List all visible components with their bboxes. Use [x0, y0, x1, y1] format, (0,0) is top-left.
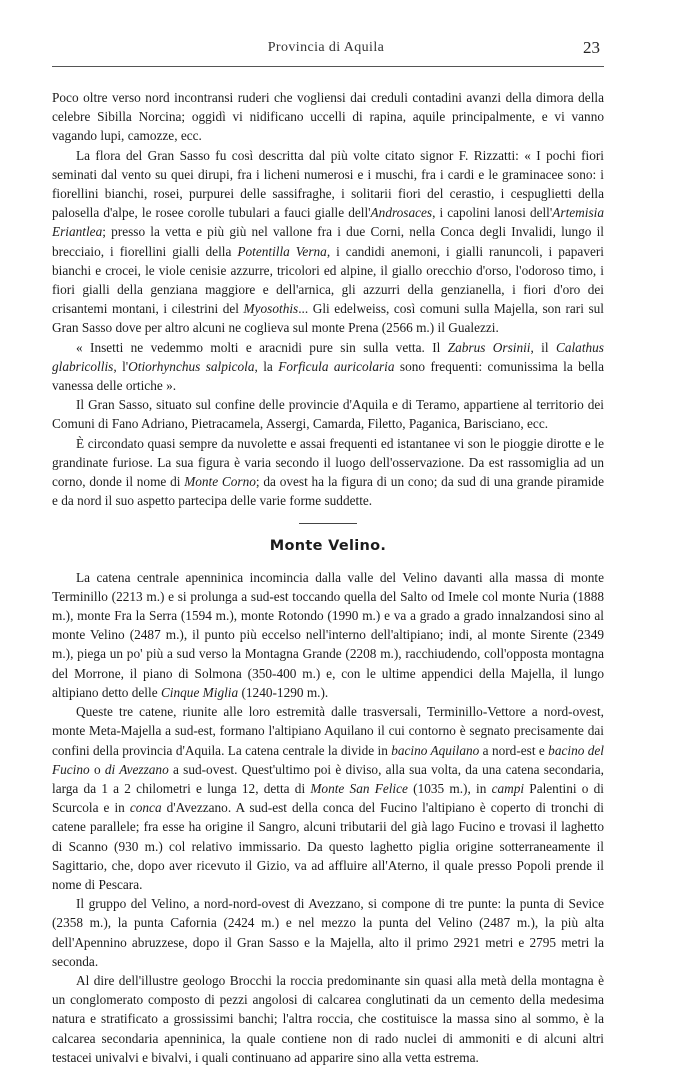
- paragraph-text: sono frequenti: comunissima la bella vanessa delle ortiche ».: [52, 358, 604, 394]
- body-text: [52, 88, 604, 1067]
- paragraph-text: Queste tre catene, riunite alle loro estremità dalle trasversali, Terminillo-Vettore a nord-ovest, monte Meta-Majella a sud-est, formano l'altipiano Aquilano il cui contorno è segnato precisamente dai confini della provincia d'Aquila. La catena centrale la divide in: [52, 704, 604, 758]
- italic-term: Monte Corno: [184, 474, 256, 490]
- paragraph-text: a nord-est e: [479, 742, 549, 758]
- paragraph-text: Al dire dell'illustre geologo Brocchi la roccia predominante sin quasi alla metà della montagna è un conglomerato composto di pezzi angolosi di calcarea conglutinati da un cemento della medesima natura e stratificato a grossissimi banchi; l'altra roccia, che costituisce la massa sino al sommo, è la calcarea secondaria apenninica, la quale contiene non di rado nuclei di ammoniti e di alcuni altri testacei univalvi e bivalvi, i quali continuano ad apparire sino alla vetta estrema.: [52, 972, 604, 1065]
- italic-term: Androsaces: [370, 205, 433, 221]
- paragraph-text: o: [89, 761, 105, 777]
- italic-term: Forficula auricolaria: [278, 358, 395, 374]
- paragraph: [52, 702, 604, 894]
- italic-term: bacino del Fucino: [52, 742, 604, 777]
- italic-term: bacino Aquilano: [391, 742, 480, 758]
- italic-term: campi: [491, 780, 525, 796]
- paragraph-text: (1240-1290 m.).: [238, 684, 329, 700]
- paragraph: [52, 568, 604, 702]
- italic-term: Potentilla Verna: [237, 243, 327, 259]
- running-title: Provincia di Aquila: [267, 40, 385, 55]
- paragraph-text: Il gruppo del Velino, a nord-nord-ovest di Avezzano, si compone di tre punte: la punta di Sevice (2358 m.), la punta Cafornia (2424 m.) e nel mezzo la punta del Velino (2487 m.), la più alta dell'Apennino abruzzese, dopo il Gran Sasso e la Majella, alto il primo 2921 metri e 2795 metri la seconda.: [52, 896, 604, 969]
- paragraph-text: ... Gli edelweiss, così comuni sulla Majella, son rari sul Gran Sasso dove per altro alcuni ne coglieva sul monte Prena (2566 m.) il Gualezzi.: [52, 301, 605, 336]
- italic-term: Zabrus Orsinii: [447, 339, 531, 355]
- paragraph: [52, 434, 604, 511]
- italic-term: Monte San Felice: [310, 780, 408, 796]
- paragraph: [52, 894, 604, 971]
- paragraph: [52, 971, 604, 1067]
- paragraph-text: Palentini o di Scurcola e in: [52, 780, 604, 816]
- paragraph-text: ; presso la vetta e più giù nel vallone fra i due Corni, nella Conca degli Invalidi, lungo il brecciaio, i fiorellini gialli della: [52, 224, 604, 259]
- paragraph-text: « Insetti ne vedemmo molti e aracnidi pure sin sulla vetta. Il: [76, 339, 448, 355]
- paragraph-text: , i candidi anemoni, i gialli ranuncoli, i papaveri bianchi e crocei, le viole cenisie azzurre, tricolori ed alpine, il giallo orecchio d'orso, l'odoroso timo, i fiori gialli della genziana maggiore e dell'arnica, gli azzurri della genzianella, i fiori d'oro dei crisantemi montani, i cilestrini del: [52, 243, 604, 317]
- paragraph-text: Poco oltre verso nord incontransi ruderi che vogliensi dai creduli contadini avanzi della dimora della celebre Sibilla Norcina; oggidì vi nidificano uccelli di rapina, aquile principalmente, e vi vanno vagando lupi, camozze, ecc.: [52, 90, 604, 144]
- paragraph-text: a sud-ovest. Quest'ultimo poi è diviso, alla sua volta, da una catena secondaria, larga da 1 a 2 chilometri e lunga 12, detta di: [52, 761, 604, 796]
- paragraph-text: (1035 m.), in: [407, 780, 492, 796]
- paragraph-text: ; da ovest ha la figura di un cono; da sud di una grande piramide e da nord il suo aspetto partecipa delle varie forme suddette.: [52, 474, 604, 509]
- italic-term: Artemisia Eriantlea: [52, 205, 604, 240]
- paragraph: [52, 146, 604, 338]
- running-header: [56, 38, 600, 60]
- paragraph-text: È circondato quasi sempre da nuvolette e assai frequenti ed istantanee vi son le pioggie dirotte e le grandinate furiose. La sua figura è varia secondo il luogo dell'osservazione. Da est rassomiglia ad un corno, donde il nome di: [52, 435, 604, 490]
- paragraph: [52, 338, 604, 396]
- paragraph: [52, 88, 604, 146]
- section-divider: [299, 523, 357, 524]
- header-rule: [52, 66, 604, 67]
- paragraph-text: Il Gran Sasso, situato sul confine delle provincie d'Aquila e di Teramo, appartiene al territorio dei Comuni di Fano Adriano, Pietracamela, Assergi, Camarda, Filetto, Paganica, Barisciano, ecc.: [52, 397, 604, 432]
- italic-term: Otiorhynchus salpicola: [128, 358, 255, 374]
- italic-term: Cinque Miglia: [160, 684, 239, 700]
- section-title: Monte Velino.: [269, 538, 387, 555]
- paragraph-text: La flora del Gran Sasso fu così descritta dal più volte citato signor F. Rizzatti: « I pochi fiori seminati dal vento su quei dirupi, fra i licheni numerosi e i muschi, fra i cardi e le graminacee sono: i fiorellini bianchi, rosei, purpurei delle sassifraghe, i solitarii fiori del cerastio, i cespuglietti della palosella d'alpe, le rosee corolle tubulari a fauci gialle dell': [52, 147, 604, 221]
- paragraph: [52, 395, 604, 433]
- italic-term: conca: [129, 800, 162, 816]
- paragraph-text: La catena centrale apenninica incomincia dalla valle del Velino davanti alla massa di monte Terminillo (2213 m.) e si prolunga a sud-est toccando quella del Salto od Imele col monte Nuria (1888 m.), monte Fra la Serra (1594 m.), monte Rotondo (1990 m.) e va a grado a grado innalzandosi sino al monte Velino (2487 m.), il punto più eccelso nell'interno dell'altipiano; indi, al monte Sirente (2349 m.), piega un po' più a sud verso la Montagna Grande (2208 m.), racchiudendo, coll'opposta montagna del Morrone, il piano di Solmona (350-400 m.) e, con le ultime appendici della Majella, il lungo altipiano detto delle: [52, 569, 604, 700]
- paragraph-text: d'Avezzano. A sud-est della conca del Fucino l'altipiano è coperto di tronchi di catene parallele; fra esse ha origine il Sangro, alcuni tributarii del già lago Fucino e trovasi il laghetto di Scanno (930 m.) col relativo immissario. Da questo laghetto piglia origine sotterraneamente il Sagittario, che, dopo aver ricevuto il Gizio, va ad affluire all'Aterno, il quale presso Popoli prende il nome di Pescara.: [52, 800, 604, 892]
- italic-term: Myosothis: [243, 301, 299, 317]
- italic-term: Calathus glabricollis: [52, 339, 604, 374]
- paragraph-text: , l': [113, 358, 129, 374]
- paragraph-text: , il: [530, 339, 556, 355]
- italic-term: di Avezzano: [104, 761, 169, 777]
- page-number: 23: [583, 38, 600, 57]
- paragraph-text: , i capolini lanosi dell': [432, 205, 553, 221]
- paragraph-text: , la: [254, 358, 279, 374]
